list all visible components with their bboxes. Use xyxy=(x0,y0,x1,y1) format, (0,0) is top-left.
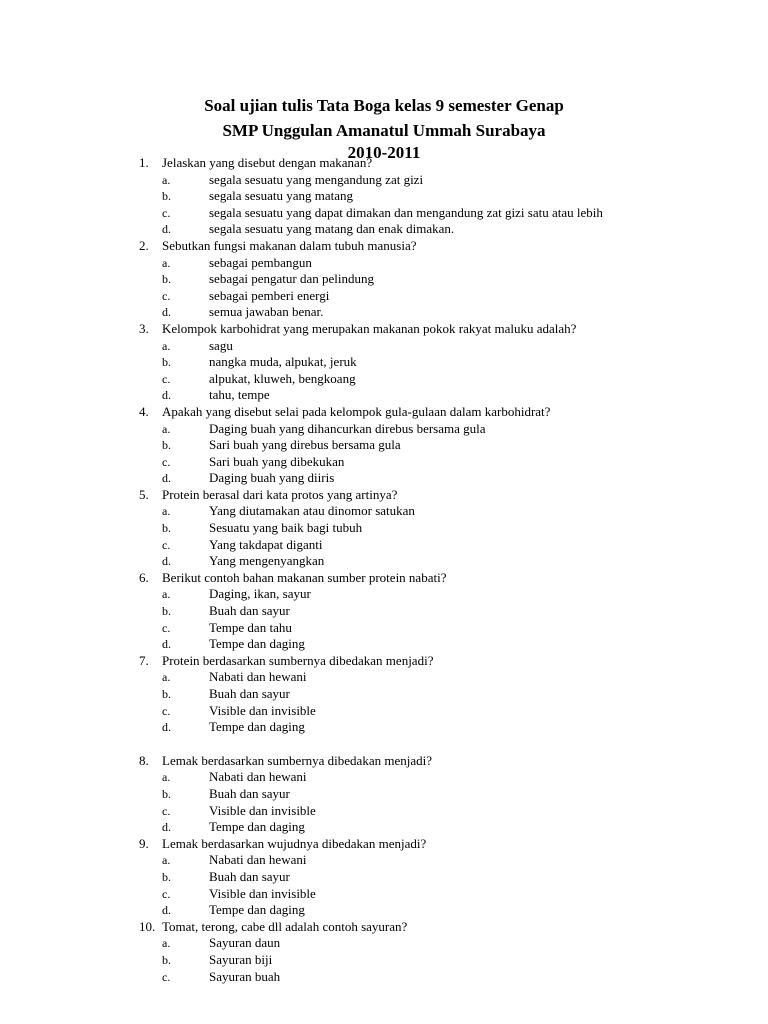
option-letter: d. xyxy=(162,637,171,652)
option-letter: a. xyxy=(162,936,171,951)
option-letter: a. xyxy=(162,421,171,436)
option-text: Yang diutamakan atau dinomor satukan xyxy=(209,503,415,519)
option-text: segala sesuatu yang dapat dimakan dan mengandung zat gizi satu atau lebih xyxy=(209,204,603,220)
option-letter: a. xyxy=(162,670,171,685)
option-letter: a. xyxy=(162,587,171,602)
option-text: Buah dan sayur xyxy=(209,603,290,619)
option-letter: d. xyxy=(162,720,171,735)
option-text: Sayuran buah xyxy=(209,968,281,984)
option-letter: b. xyxy=(162,438,171,453)
option-a xyxy=(0,255,768,272)
option-letter: a. xyxy=(162,853,171,868)
option-text: Tempe dan daging xyxy=(209,819,305,835)
option-a xyxy=(0,421,768,438)
option-d xyxy=(0,719,768,736)
option-text: Daging, ikan, sayur xyxy=(209,586,311,602)
question-number: 2. xyxy=(139,237,149,253)
question-number: 8. xyxy=(139,752,149,768)
question-text: Tomat, terong, cabe dll adalah contoh sayuran? xyxy=(162,918,408,934)
option-c xyxy=(0,803,768,820)
option-d xyxy=(0,819,768,836)
option-text: sebagai pemberi energi xyxy=(209,287,330,303)
question-text: Lemak berdasarkan sumbernya dibedakan menjadi? xyxy=(162,752,432,768)
question-text: Lemak berdasarkan wujudnya dibedakan menjadi? xyxy=(162,835,427,851)
option-letter: d. xyxy=(162,554,171,569)
option-c xyxy=(0,886,768,903)
option-d xyxy=(0,553,768,570)
option-letter: b. xyxy=(162,272,171,287)
question-number: 6. xyxy=(139,569,149,585)
option-text: Sayuran daun xyxy=(209,935,281,951)
question-2 xyxy=(0,238,768,321)
option-letter: c. xyxy=(162,205,171,220)
option-text: sebagai pembangun xyxy=(209,254,312,270)
question-8 xyxy=(0,753,768,836)
question-number: 1. xyxy=(139,155,149,170)
option-letter: c. xyxy=(162,969,171,984)
question-number: 7. xyxy=(139,652,149,668)
option-b xyxy=(0,520,768,537)
option-text: Tempe dan daging xyxy=(209,902,305,918)
option-letter: d. xyxy=(162,222,171,237)
option-letter: c. xyxy=(162,371,171,386)
option-d xyxy=(0,221,768,238)
option-letter: a. xyxy=(162,504,171,519)
option-a xyxy=(0,586,768,603)
option-text: Sayuran biji xyxy=(209,951,273,967)
option-a xyxy=(0,172,768,189)
option-text: Visible dan invisible xyxy=(209,885,316,901)
question-9 xyxy=(0,836,768,919)
option-c xyxy=(0,703,768,720)
school-year: 2010-2011 xyxy=(347,143,421,162)
option-letter: c. xyxy=(162,288,171,303)
question-7 xyxy=(0,653,768,736)
option-letter: a. xyxy=(162,770,171,785)
option-b xyxy=(0,603,768,620)
option-text: Tempe dan tahu xyxy=(209,619,292,635)
option-text: Buah dan sayur xyxy=(209,785,290,801)
option-letter: a. xyxy=(162,338,171,353)
option-text: Buah dan sayur xyxy=(209,868,290,884)
question-6 xyxy=(0,570,768,653)
option-a xyxy=(0,935,768,952)
option-letter: c. xyxy=(162,537,171,552)
option-b xyxy=(0,952,768,969)
option-d xyxy=(0,387,768,404)
option-text: Tempe dan daging xyxy=(209,636,305,652)
option-c xyxy=(0,371,768,388)
option-text: semua jawaban benar. xyxy=(209,304,324,320)
option-c xyxy=(0,969,768,986)
question-10 xyxy=(0,919,768,985)
option-letter: b. xyxy=(162,687,171,701)
document-header xyxy=(0,93,768,163)
option-a xyxy=(0,338,768,355)
option-letter: d. xyxy=(162,388,171,403)
question-1 xyxy=(0,155,768,238)
option-a xyxy=(0,852,768,869)
option-text: Nabati dan hewani xyxy=(209,769,307,785)
option-c xyxy=(0,454,768,471)
option-letter: b. xyxy=(162,189,171,204)
option-text: sebagai pengatur dan pelindung xyxy=(209,271,374,287)
option-c xyxy=(0,288,768,305)
option-letter: d. xyxy=(162,820,171,835)
option-b xyxy=(0,869,768,886)
option-text: segala sesuatu yang matang xyxy=(209,188,354,204)
blank-line xyxy=(0,736,768,753)
option-letter: c. xyxy=(162,803,171,818)
option-c xyxy=(0,620,768,637)
question-text: Kelompok karbohidrat yang merupakan makanan pokok rakyat maluku adalah? xyxy=(162,320,577,336)
option-text: sagu xyxy=(209,337,233,353)
question-number: 3. xyxy=(139,320,149,336)
option-text: Daging buah yang diiris xyxy=(209,470,335,486)
option-text: Sari buah yang dibekukan xyxy=(209,453,345,469)
option-b xyxy=(0,786,768,803)
option-text: Yang mengenyangkan xyxy=(209,553,325,569)
option-letter: d. xyxy=(162,305,171,320)
exam-title: Soal ujian tulis Tata Boga kelas 9 semester Genap xyxy=(204,96,564,115)
option-text: Sesuatu yang baik bagi tubuh xyxy=(209,520,363,536)
question-3 xyxy=(0,321,768,404)
option-letter: d. xyxy=(162,471,171,486)
option-b xyxy=(0,686,768,703)
question-number: 4. xyxy=(139,403,149,419)
option-text: Yang takdapat diganti xyxy=(209,536,323,552)
option-c xyxy=(0,205,768,222)
option-text: Buah dan sayur xyxy=(209,686,290,701)
option-text: tahu, tempe xyxy=(209,387,270,403)
option-text: segala sesuatu yang matang dan enak dimakan. xyxy=(209,221,455,237)
option-a xyxy=(0,769,768,786)
option-text: Visible dan invisible xyxy=(209,702,316,718)
option-letter: b. xyxy=(162,786,171,801)
question-text: Sebutkan fungsi makanan dalam tubuh manusia? xyxy=(162,237,417,253)
question-text: Protein berasal dari kata protos yang artinya? xyxy=(162,486,398,502)
school-name: SMP Unggulan Amanatul Ummah Surabaya xyxy=(222,121,546,140)
question-text: Apakah yang disebut selai pada kelompok gula-gulaan dalam karbohidrat? xyxy=(162,403,551,419)
option-letter: c. xyxy=(162,454,171,469)
option-text: Nabati dan hewani xyxy=(209,669,307,685)
option-text: alpukat, kluweh, bengkoang xyxy=(209,370,356,386)
option-d xyxy=(0,304,768,321)
option-letter: b. xyxy=(162,952,171,967)
option-text: Visible dan invisible xyxy=(209,802,316,818)
option-letter: a. xyxy=(162,172,171,187)
question-4 xyxy=(0,404,768,487)
option-letter: b. xyxy=(162,355,171,370)
option-b xyxy=(0,271,768,288)
option-c xyxy=(0,537,768,554)
option-letter: b. xyxy=(162,521,171,536)
option-text: Daging buah yang dihancurkan direbus bersama gula xyxy=(209,420,486,436)
option-a xyxy=(0,503,768,520)
option-letter: b. xyxy=(162,604,171,619)
option-letter: a. xyxy=(162,255,171,270)
option-text: segala sesuatu yang mengandung zat gizi xyxy=(209,171,424,187)
option-letter: b. xyxy=(162,869,171,884)
option-text: Sari buah yang direbus bersama gula xyxy=(209,437,401,453)
option-letter: c. xyxy=(162,703,171,718)
question-text: Protein berdasarkan sumbernya dibedakan menjadi? xyxy=(162,652,434,668)
question-list xyxy=(0,155,768,985)
question-number: 5. xyxy=(139,486,149,502)
question-5 xyxy=(0,487,768,570)
option-text: nangka muda, alpukat, jeruk xyxy=(209,354,357,370)
option-d xyxy=(0,902,768,919)
option-text: Nabati dan hewani xyxy=(209,852,307,868)
option-a xyxy=(0,669,768,686)
option-b xyxy=(0,188,768,205)
option-b xyxy=(0,354,768,371)
question-number: 9. xyxy=(139,835,149,851)
question-text: Jelaskan yang disebut dengan makanan? xyxy=(162,155,373,170)
question-number: 10. xyxy=(139,918,156,934)
option-text: Tempe dan daging xyxy=(209,719,305,735)
option-b xyxy=(0,437,768,454)
option-letter: d. xyxy=(162,903,171,918)
option-letter: c. xyxy=(162,886,171,901)
option-d xyxy=(0,636,768,653)
option-d xyxy=(0,470,768,487)
option-letter: c. xyxy=(162,620,171,635)
question-text: Berikut contoh bahan makanan sumber protein nabati? xyxy=(162,569,447,585)
